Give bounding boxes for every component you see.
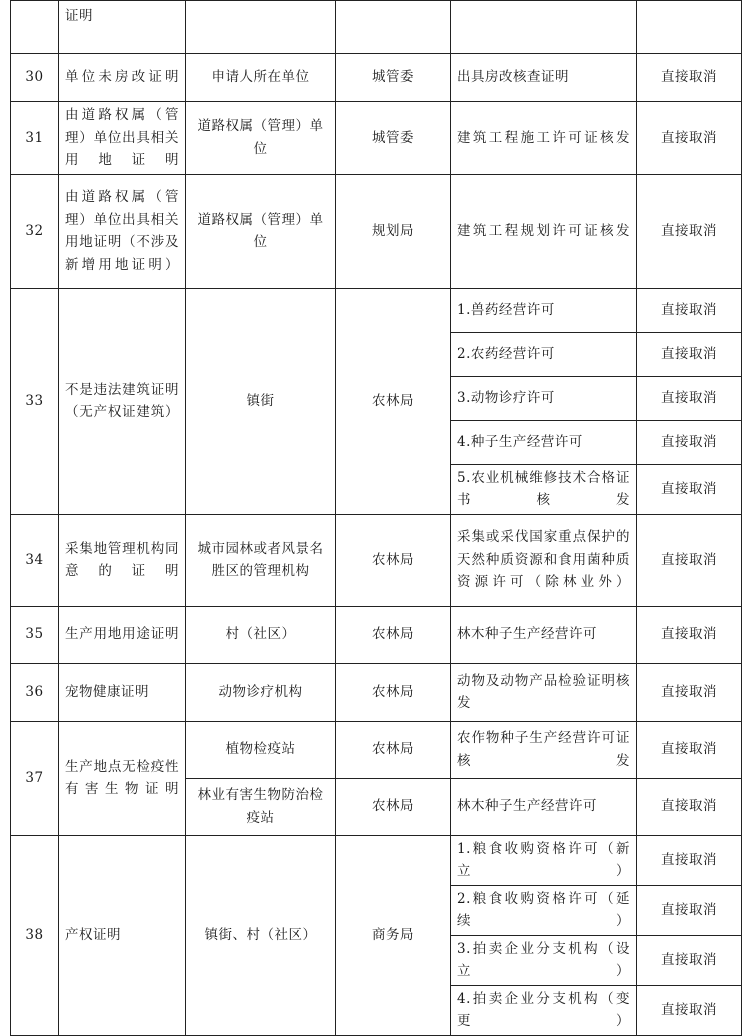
action-cell: 直接取消 <box>637 778 742 835</box>
table-row <box>11 102 742 175</box>
matter-cell: 农作物种子生产经营许可证核发 <box>451 721 637 778</box>
row-number-cell: 35 <box>11 606 59 663</box>
matter-cell: 3.拍卖企业分支机构（设立） <box>451 935 637 985</box>
issuer-cell: 城市园林或者风景名胜区的管理机构 <box>186 514 336 606</box>
table-row <box>11 514 742 606</box>
table-row <box>11 174 742 288</box>
table-row <box>11 1 742 54</box>
department-cell: 商务局 <box>336 835 451 1035</box>
issuer-cell: 道路权属（管理）单位 <box>186 102 336 175</box>
condition-cell: 由道路权属（管理）单位出具相关用地证明（不涉及新增用地证明） <box>59 174 186 288</box>
action-cell: 直接取消 <box>637 606 742 663</box>
matter-cell: 建筑工程施工许可证核发 <box>451 102 637 175</box>
action-cell: 直接取消 <box>637 102 742 175</box>
action-cell: 直接取消 <box>637 332 742 376</box>
department-cell: 农林局 <box>336 721 451 778</box>
table-row <box>11 835 742 885</box>
action-cell: 直接取消 <box>637 514 742 606</box>
table-row <box>11 288 742 332</box>
condition-cell: 宠物健康证明 <box>59 663 186 721</box>
matter-cell: 建筑工程规划许可证核发 <box>451 174 637 288</box>
action-cell: 直接取消 <box>637 721 742 778</box>
issuer-cell: 镇街 <box>186 288 336 514</box>
action-cell: 直接取消 <box>637 54 742 102</box>
row-number-cell: 30 <box>11 54 59 102</box>
row-number-cell: 38 <box>11 835 59 1035</box>
matter-cell: 5.农业机械维修技术合格证书核发 <box>451 464 637 514</box>
row-number-cell: 34 <box>11 514 59 606</box>
condition-cell: 采集地管理机构同意的证明 <box>59 514 186 606</box>
action-cell: 直接取消 <box>637 835 742 885</box>
condition-cell: 生产用地用途证明 <box>59 606 186 663</box>
matter-cell: 2.粮食收购资格许可（延续） <box>451 885 637 935</box>
row-number-cell <box>11 1 59 54</box>
department-cell: 城管委 <box>336 102 451 175</box>
matter-cell: 林木种子生产经营许可 <box>451 606 637 663</box>
action-cell: 直接取消 <box>637 376 742 420</box>
condition-cell: 单位未房改证明 <box>59 54 186 102</box>
issuer-cell: 村（社区） <box>186 606 336 663</box>
matter-cell: 林木种子生产经营许可 <box>451 778 637 835</box>
department-cell <box>336 1 451 54</box>
row-number-cell: 36 <box>11 663 59 721</box>
matter-cell: 1.兽药经营许可 <box>451 288 637 332</box>
matter-cell <box>451 1 637 54</box>
action-cell: 直接取消 <box>637 288 742 332</box>
issuer-cell: 林业有害生物防治检疫站 <box>186 778 336 835</box>
issuer-cell: 申请人所在单位 <box>186 54 336 102</box>
action-cell: 直接取消 <box>637 985 742 1035</box>
row-number-cell: 33 <box>11 288 59 514</box>
row-number-cell: 37 <box>11 721 59 835</box>
department-cell: 农林局 <box>336 514 451 606</box>
action-cell: 直接取消 <box>637 420 742 464</box>
issuer-cell <box>186 1 336 54</box>
department-cell: 农林局 <box>336 288 451 514</box>
action-cell: 直接取消 <box>637 464 742 514</box>
condition-cell: 不是违法建筑证明（无产权证建筑） <box>59 288 186 514</box>
issuer-cell: 植物检疫站 <box>186 721 336 778</box>
department-cell: 农林局 <box>336 606 451 663</box>
table-row <box>11 54 742 102</box>
issuer-cell: 道路权属（管理）单位 <box>186 174 336 288</box>
matter-cell: 4.种子生产经营许可 <box>451 420 637 464</box>
matter-cell: 出具房改核查证明 <box>451 54 637 102</box>
condition-cell: 由道路权属（管理）单位出具相关用地证明 <box>59 102 186 175</box>
row-number-cell: 31 <box>11 102 59 175</box>
department-cell: 城管委 <box>336 54 451 102</box>
matter-cell: 2.农药经营许可 <box>451 332 637 376</box>
table-row <box>11 663 742 721</box>
action-cell: 直接取消 <box>637 174 742 288</box>
condition-cell: 产权证明 <box>59 835 186 1035</box>
condition-cell: 证明 <box>59 1 186 54</box>
table-row <box>11 721 742 778</box>
table-row <box>11 606 742 663</box>
department-cell: 农林局 <box>336 663 451 721</box>
action-cell: 直接取消 <box>637 663 742 721</box>
certificate-table <box>10 0 742 1036</box>
department-cell: 规划局 <box>336 174 451 288</box>
condition-cell: 生产地点无检疫性有害生物证明 <box>59 721 186 835</box>
department-cell: 农林局 <box>336 778 451 835</box>
action-cell <box>637 1 742 54</box>
issuer-cell: 镇街、村（社区） <box>186 835 336 1035</box>
matter-cell: 4.拍卖企业分支机构（变更） <box>451 985 637 1035</box>
matter-cell: 采集或采伐国家重点保护的天然种质资源和食用菌种质资源许可（除林业外） <box>451 514 637 606</box>
matter-cell: 动物及动物产品检验证明核发 <box>451 663 637 721</box>
matter-cell: 3.动物诊疗许可 <box>451 376 637 420</box>
action-cell: 直接取消 <box>637 885 742 935</box>
matter-cell: 1.粮食收购资格许可（新立） <box>451 835 637 885</box>
row-number-cell: 32 <box>11 174 59 288</box>
action-cell: 直接取消 <box>637 935 742 985</box>
issuer-cell: 动物诊疗机构 <box>186 663 336 721</box>
